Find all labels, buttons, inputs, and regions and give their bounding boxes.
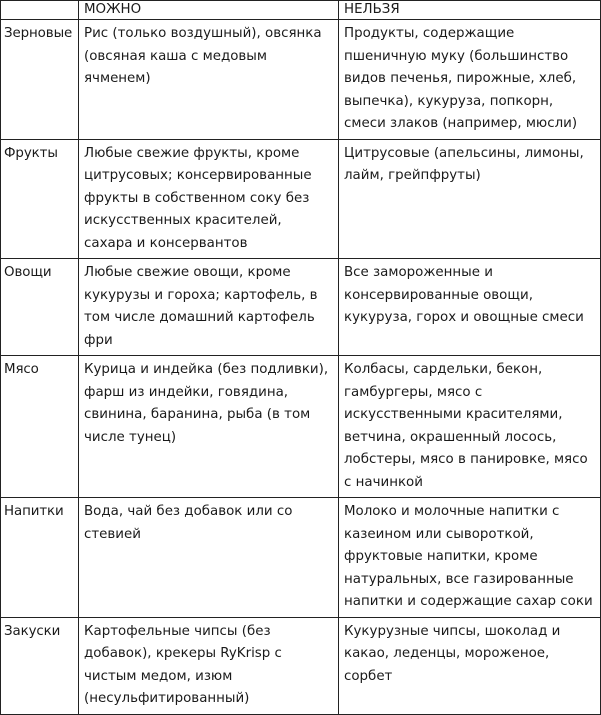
row-category: Напитки [1, 498, 79, 618]
row-category: Зерновые [1, 20, 79, 140]
row-forbidden: Колбасы, сардельки, бекон, гамбургеры, мясо с искусственными красителями, ветчина, окрашенный лосось, лобстеры, мясо в панировке, мясо с начинкой [339, 356, 601, 498]
row-allowed: Вода, чай без добавок или со стевией [79, 498, 339, 618]
header-category [1, 1, 79, 20]
row-allowed: Любые свежие овощи, кроме кукурузы и гороха; картофель, в том числе домашний картофель фри [79, 259, 339, 356]
table-row [1, 259, 601, 356]
table-row [1, 498, 601, 618]
header-row [1, 1, 601, 20]
row-allowed: Картофельные чипсы (без добавок), крекеры RyKrisp с чистым медом, изюм (несульфитированный) [79, 617, 339, 714]
table-row [1, 139, 601, 259]
table-row [1, 356, 601, 498]
row-category: Фрукты [1, 139, 79, 259]
row-forbidden: Молоко и молочные напитки с казеином или сывороткой, фруктовые напитки, кроме натуральных, все газированные напитки и содержащие сахар соки [339, 498, 601, 618]
table-row [1, 617, 601, 714]
row-category: Закуски [1, 617, 79, 714]
header-allowed: МОЖНО [79, 1, 339, 20]
row-forbidden: Продукты, содержащие пшеничную муку (большинство видов печенья, пирожные, хлеб, выпечка), кукуруза, попкорн, смеси злаков (например, мюсли) [339, 20, 601, 140]
row-forbidden: Кукурузные чипсы, шоколад и какао, леденцы, мороженое, сорбет [339, 617, 601, 714]
row-forbidden: Цитрусовые (апельсины, лимоны, лайм, грейпфруты) [339, 139, 601, 259]
table-row [1, 20, 601, 140]
row-allowed: Рис (только воздушный), овсянка (овсяная каша с медовым ячменем) [79, 20, 339, 140]
row-category: Овощи [1, 259, 79, 356]
row-allowed: Курица и индейка (без подливки), фарш из индейки, говядина, свинина, баранина, рыба (в том числе тунец) [79, 356, 339, 498]
row-allowed: Любые свежие фрукты, кроме цитрусовых; консервированные фрукты в собственном соку без искусственных красителей, сахара и консервантов [79, 139, 339, 259]
header-forbidden: НЕЛЬЗЯ [339, 1, 601, 20]
row-category: Мясо [1, 356, 79, 498]
row-forbidden: Все замороженные и консервированные овощи, кукуруза, горох и овощные смеси [339, 259, 601, 356]
